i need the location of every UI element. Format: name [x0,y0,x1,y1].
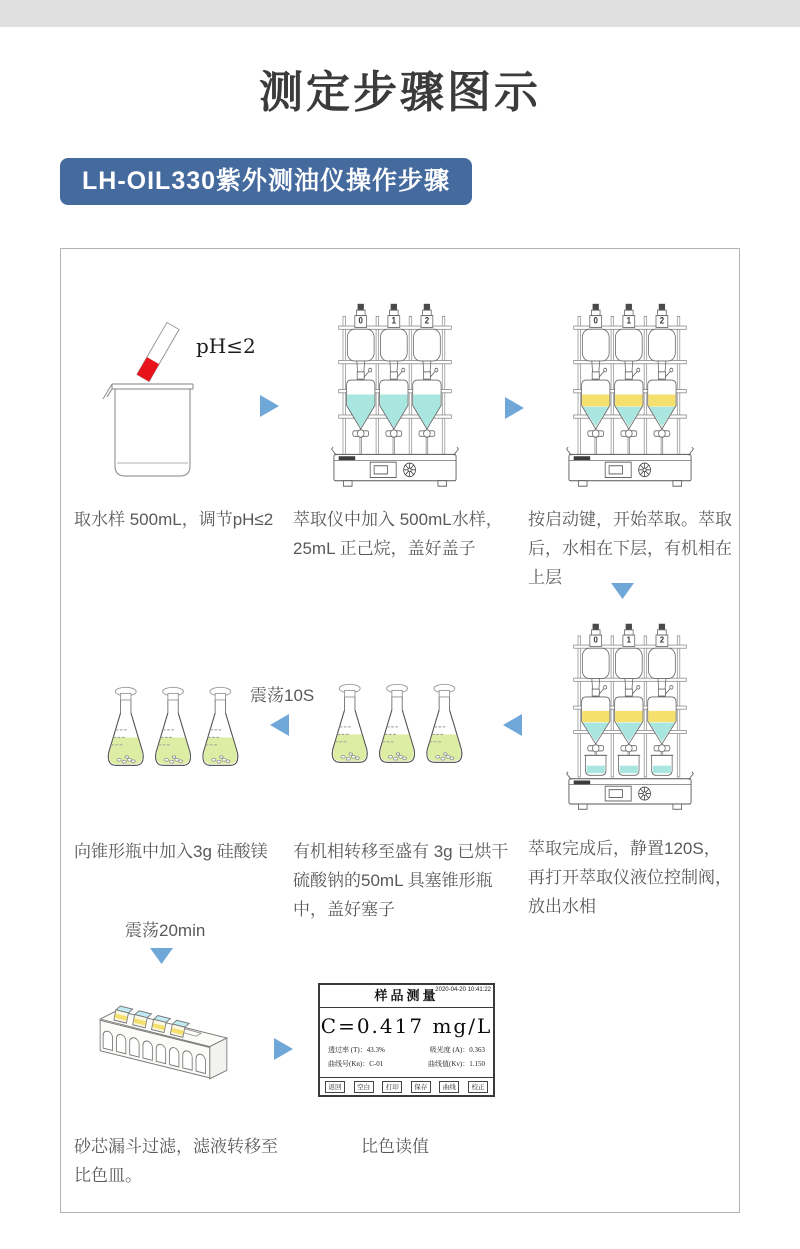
conical-flasks-magnesium-silicate [104,685,244,771]
curve-number-value: 曲线号(Kn)：C-01 [328,1060,384,1068]
cap-digit: 1 [626,314,632,326]
screen-timestamp: 2020-04-20 10:41:22 [435,987,491,993]
shake-10s-label: 震荡10S [250,686,315,705]
caption-add-magnesium-silicate: 向锥形瓶中加入3g 硅酸镁 [74,842,268,861]
transmittance-value: 透过率 (T)：43.3% [328,1046,385,1054]
cap-digit: 1 [391,314,397,326]
top-gray-strip [0,0,800,27]
curve-value: 曲线值(Kv)：1.150 [428,1060,485,1068]
caption-press-start: 按启动键，开始萃取。萃取后，水相在下层，有机相在上层 [528,510,732,587]
caption-filter-funnel: 砂芯漏斗过滤，滤液转移至比色皿。 [74,1137,278,1185]
caption-add-to-extractor: 萃取仪中加入 500mL水样，25mL 正己烷，盖好盖子 [293,510,503,558]
caption-open-valve-drain-water: 萃取完成后，静置120S，再打开萃取仪液位控制阀，放出水相 [528,839,732,916]
extractor-apparatus-drained [565,622,695,811]
caption-transfer-organic-phase: 有机相转移至盛有 3g 已烘干硫酸钠的50mL 具塞锥形瓶中，盖好塞子 [293,842,509,919]
absorbance-value: 吸光度 (A)：0.363 [429,1046,485,1054]
screen-button-print: 打印 [382,1081,402,1093]
caption-colorimetric-reading: 比色读值 [361,1137,429,1156]
beaker-outline [103,384,193,476]
instrument-screen [318,983,495,1097]
screen-header [320,985,493,1008]
cap-digit: 1 [626,634,632,645]
screen-button-curve: 曲线 [439,1081,459,1093]
cap-digit: 2 [659,314,665,326]
cap-digit: 2 [659,634,665,645]
screen-metrics-line2 [320,1059,493,1069]
screen-metrics-line1 [320,1045,493,1055]
banner-title: LH-OIL330紫外测油仪操作步骤 [60,158,472,205]
screen-button-calibrate: 校正 [468,1081,488,1093]
screen-concentration-reading: C=0.417 mg/L [320,1014,493,1038]
screen-title: 样品测量 [374,988,439,1003]
conical-flasks-sodium-sulfate [328,682,468,768]
extractor-apparatus-start [330,302,460,488]
screen-button-row [320,1077,493,1095]
cap-digit: 0 [593,314,598,326]
cap-digit: 0 [593,634,598,645]
screen-button-return: 返回 [325,1081,345,1093]
cuvette-rack-illustration [95,983,232,1095]
cap-digit: 0 [358,314,363,326]
cap-digit: 2 [424,314,430,326]
screen-button-blank: 空白 [354,1081,374,1093]
beaker-ph-illustration [95,300,260,490]
extractor-apparatus-separated [565,302,695,488]
ph-label: pH≤2 [196,334,256,358]
page-title: 测定步骤图示 [259,68,541,117]
screen-button-save: 保存 [411,1081,431,1093]
shake-20min-label: 震荡20min [125,921,206,940]
caption-take-water-sample: 取水样 500mL，调节pH≤2 [74,510,274,529]
